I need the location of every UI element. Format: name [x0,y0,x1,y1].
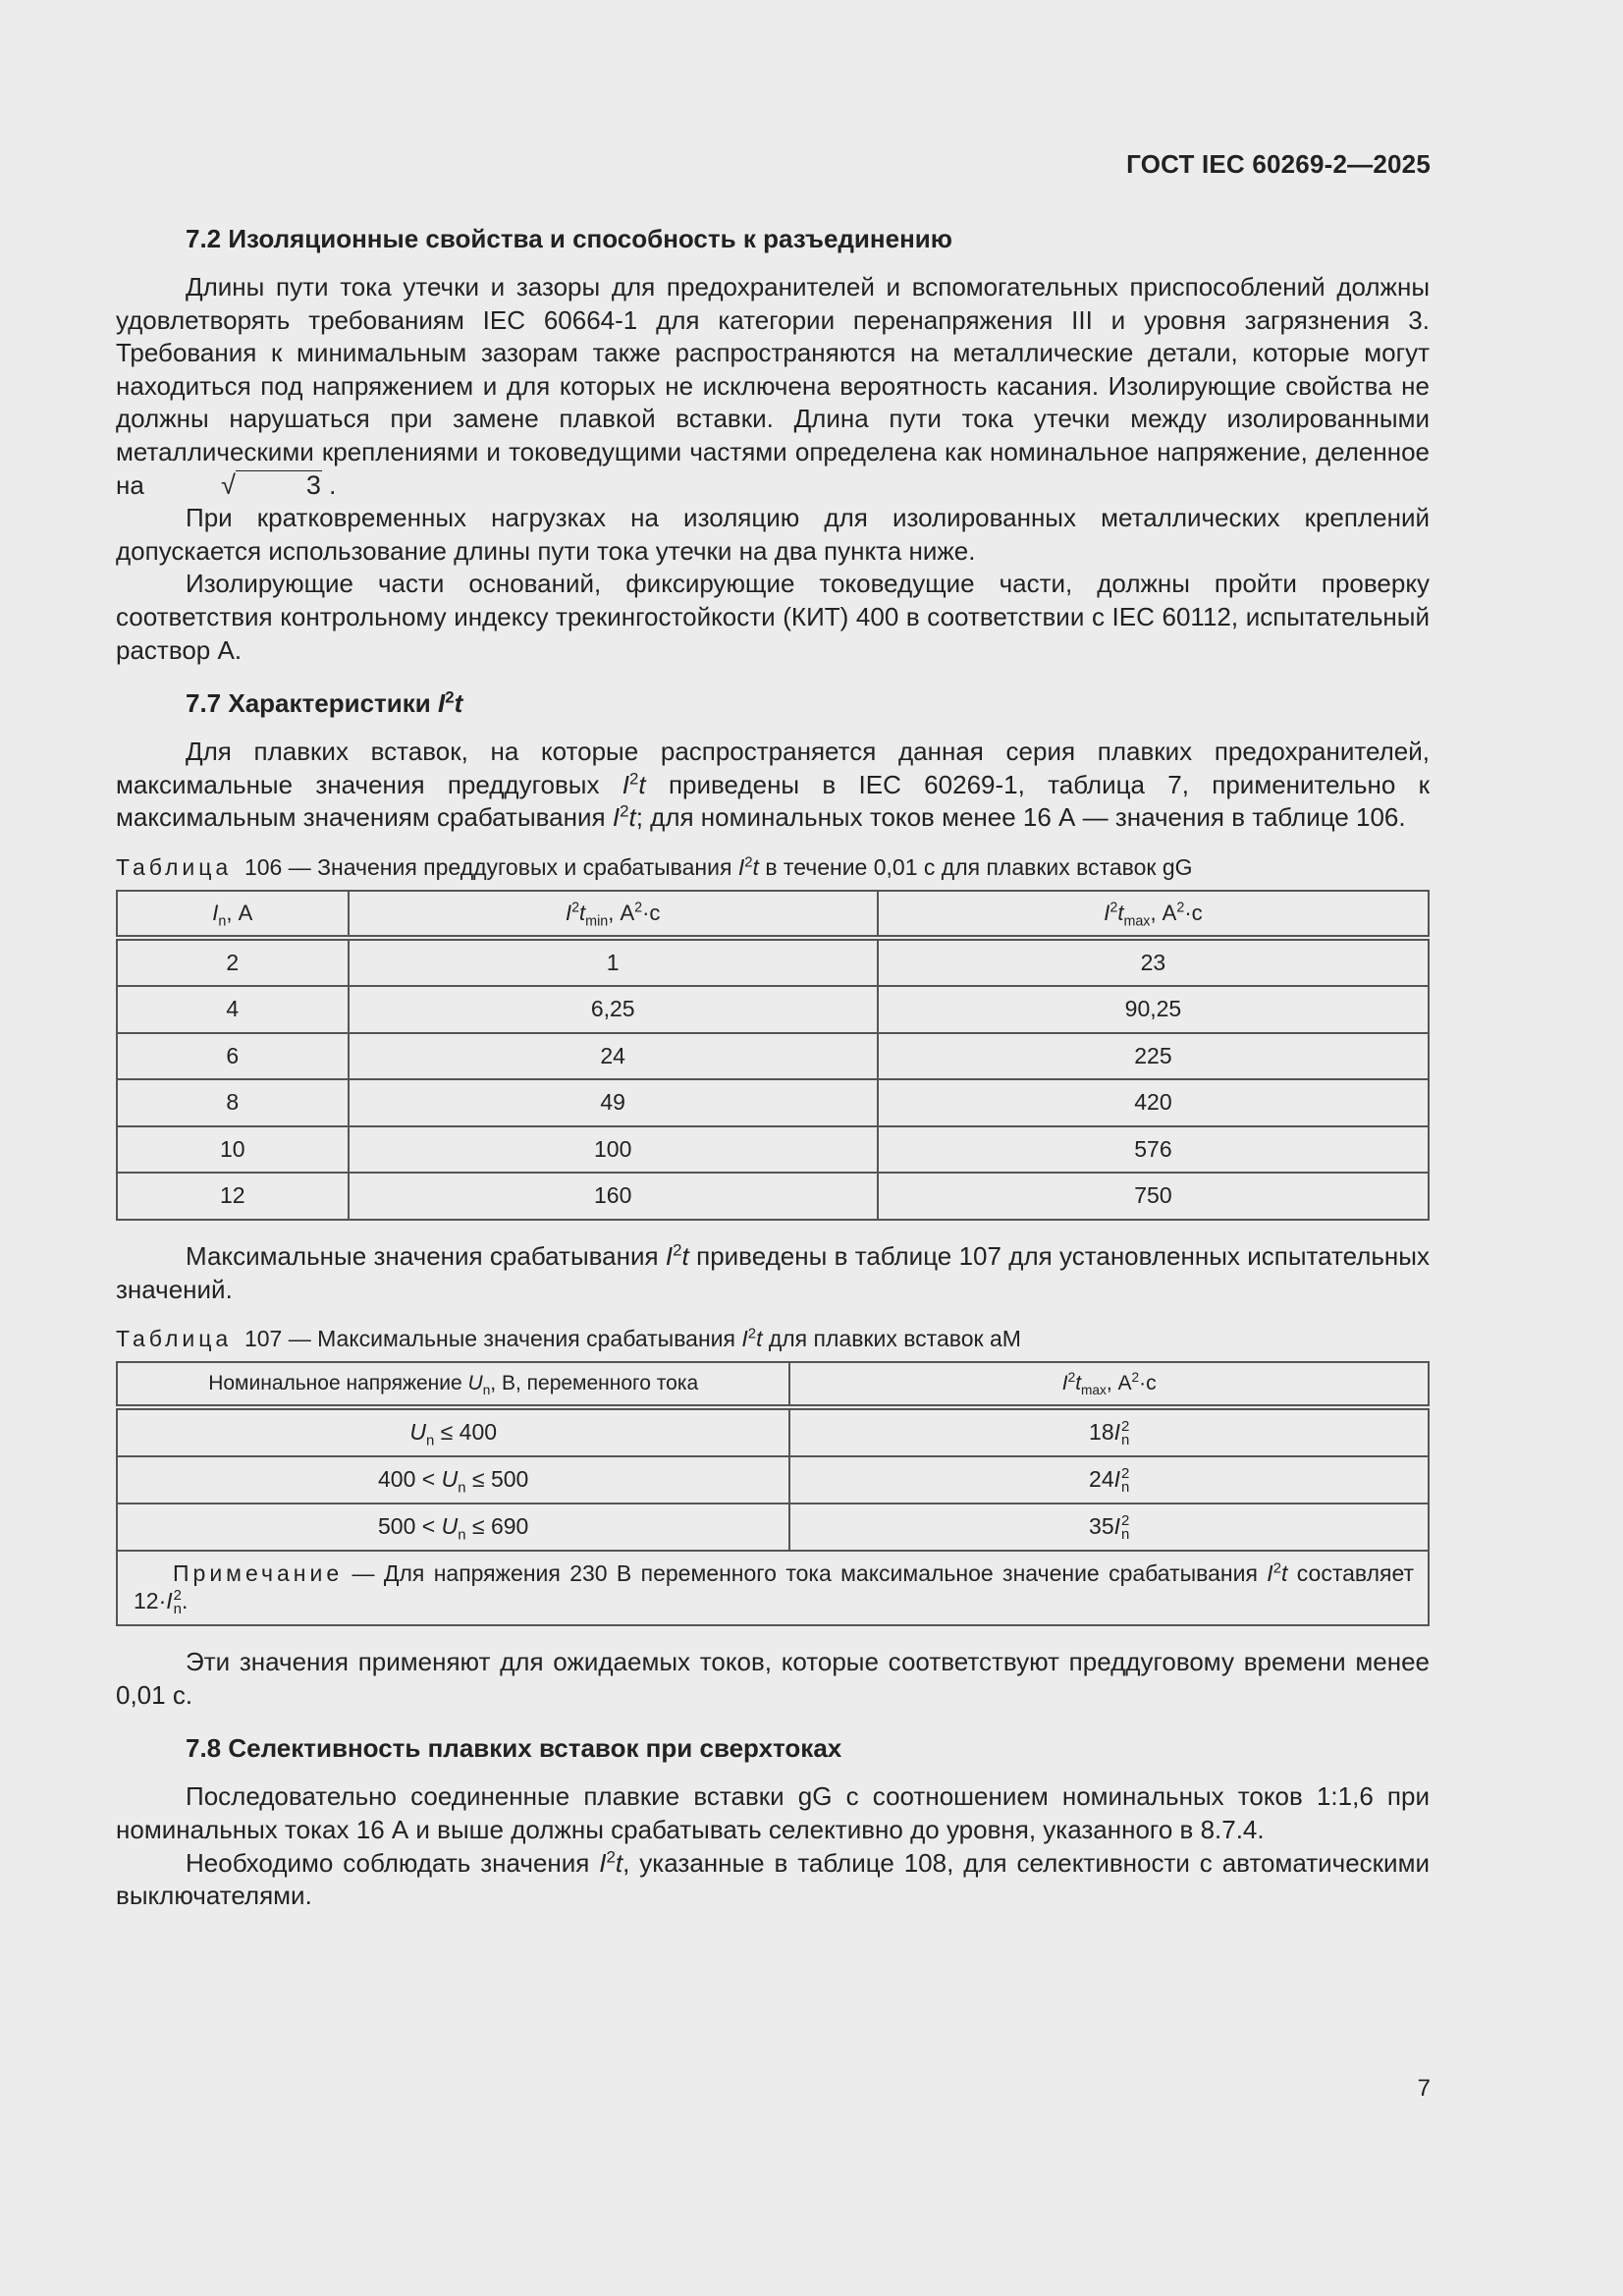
section-7-2-paragraph-1: Длины пути тока утечки и зазоры для предохранителей и вспомогательных приспособлений должны удовлетворять требованиям IEC 60664-1 для категории перенапряжения III и уровня загрязнения 3. Требования к минимальным зазорам также распространяются на металлические детали, которые могут находиться под напряжением и для которых не исключена вероятность касания. Изолирующие свойства не должны нарушаться при замене плавкой вставки. Длина пути тока утечки между изолированными металлическими креплениями и токоведущими частями определена как номинальное напряжение, деленное на √ 3 . [116,271,1430,502]
column-header-rated-current: $I_n$, А [117,891,349,938]
table-106-caption: Таблица 106 — Значения преддуговых и срабатывания $I^2t$ в течение 0,01 с для плавких вставок gG [116,853,1193,880]
section-7-8-paragraph-1: Последовательно соединенные плавкие вставки gG с соотношением номинальных токов 1:1,6 при номинальных токах 16 А и выше должны срабатывать селективно до уровня, указанного в 8.7.4. [116,1781,1430,1844]
sqrt-symbol: √ 3 [221,469,321,500]
table-107-note: Примечание — Для напряжения 230 В переменного тока максимальное значение срабатывания $I^2t$ составляет 12·I 2 n . [117,1551,1429,1625]
document-id-header: ГОСТ IEC 60269-2—2025 [1126,149,1431,179]
page-content [116,222,1430,1913]
table-107-caption: Таблица 107 — Максимальные значения срабатывания $I^2t$ для плавких вставок аМ [116,1325,1021,1352]
table-row: $400 < U_n \le 500$ 24I 2 n [117,1456,1429,1503]
table-row: 10 100 576 [117,1126,1429,1174]
table-row: $500 < U_n \le 690$ 35I 2 n [117,1503,1429,1551]
section-7-7-paragraph-2: Максимальные значения срабатывания $I^2t$ приведены в таблице 107 для установленных испытательных значений. [116,1240,1430,1304]
column-header-i2t-max: $I^2t_{max}$, $А^2\cdot с$ [878,891,1429,938]
section-7-7-paragraph-1: Для плавких вставок, на которые распространяется данная серия плавких предохранителей, максимальные значения преддуговых $I^2t$ приведены в IEC 60269-1, таблица 7, применительно к максимальным значениям срабатывания $I^2t$; для номинальных токов менее 16 А — значения в таблице 106. [116,737,1430,833]
column-header-i2t-min: $I^2t_{min}$, $А^2\cdot с$ [349,891,878,938]
table-header-row [117,891,1429,938]
table-107 [116,1361,1430,1626]
section-7-2-paragraph-2: При кратковременных нагрузках на изоляцию для изолированных металлических креплений допускается использование длины пути тока утечки на два пункта ниже. [116,503,1430,566]
table-row: 2 1 23 [117,938,1429,987]
table-row: 6 24 225 [117,1033,1429,1080]
table-row: 12 160 750 [117,1173,1429,1220]
after-table-107-paragraph: Эти значения применяют для ожидаемых токов, которые соответствуют преддуговому времени менее 0,01 с. [116,1647,1430,1710]
table-note-row [117,1551,1429,1625]
table-row: $U_n \le 400$ 18I 2 n [117,1407,1429,1456]
table-header-row [117,1362,1429,1407]
column-header-i2t-max: $I^2t_{max}$, $А^2\cdot с$ [789,1362,1429,1407]
column-header-rated-voltage: Номинальное напряжение $U_n$, В, переменного тока [117,1362,789,1407]
section-7-8-paragraph-2: Необходимо соблюдать значения $I^2t$, указанные в таблице 108, для селективности с автоматическими выключателями. [116,1846,1430,1911]
table-row: 4 6,25 90,25 [117,986,1429,1033]
section-7-8-title: 7.8 Селективность плавких вставок при сверхтоках [186,1733,842,1764]
table-106 [116,890,1430,1221]
page-number: 7 [1417,2075,1431,2102]
table-row: 8 49 420 [117,1079,1429,1126]
section-7-2-paragraph-3: Изолирующие части оснований, фиксирующие токоведущие части, должны пройти проверку соответствия контрольному индексу трекингостойкости (КИТ) 400 в соответствии с IEC 60112, испытательный раствор А. [116,569,1430,665]
section-7-7-title: 7.7 Характеристики $I^2t$ [186,687,463,719]
section-7-2-title: 7.2 Изоляционные свойства и способность к разъединению [186,224,952,253]
